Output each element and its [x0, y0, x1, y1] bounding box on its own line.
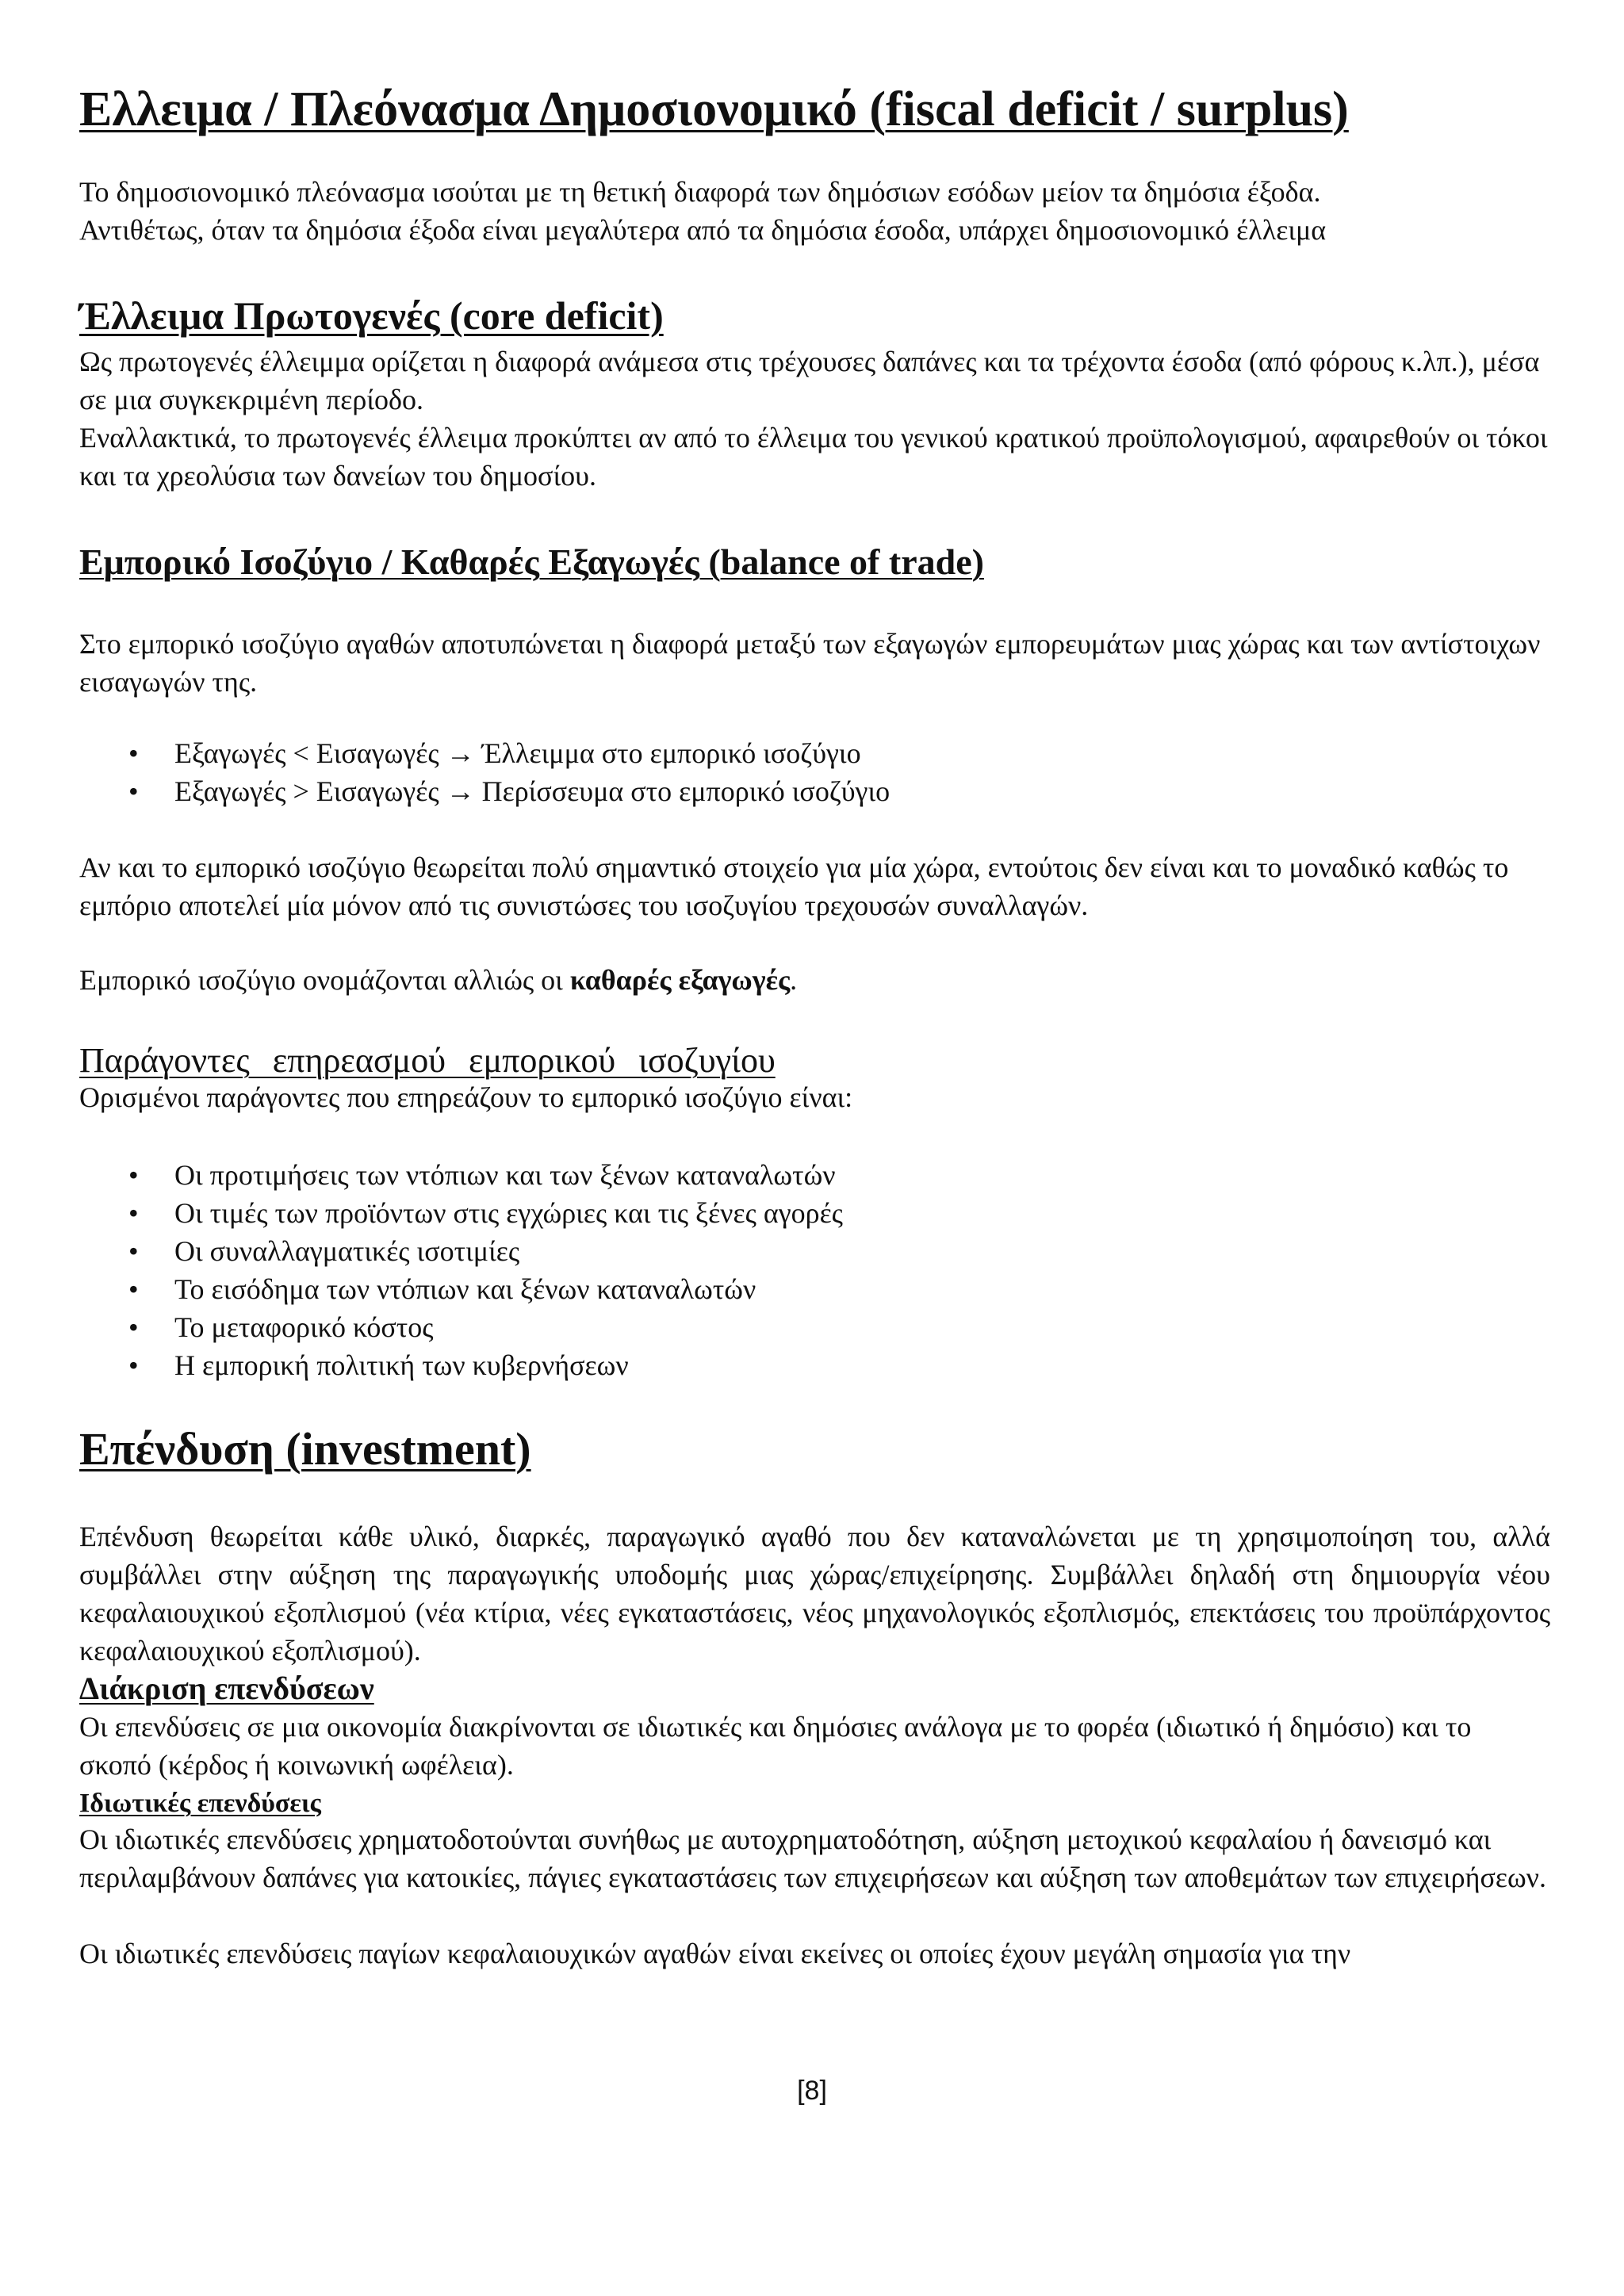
- paragraph-factors-intro: Ορισμένοι παράγοντες που επηρεάζουν το εμπορικό ισοζύγιο είναι:: [79, 1081, 853, 1113]
- paragraph-private-1: Οι ιδιωτικές επενδύσεις χρηματοδοτούνται συνήθως με αυτοχρηματοδότηση, αύξηση μετοχικού κεφαλαίου ή δανεισμό και περιλαμβάνουν δαπάνες για κατοικίες, πάγιες εγκαταστάσεις των επιχειρήσεων και αύξηση των αποθεμάτων των επιχειρήσεων.: [79, 1823, 1546, 1893]
- bold-term: καθαρές εξαγωγές: [569, 964, 791, 996]
- paragraph-trade-3: Εμπορικό ισοζύγιο ονομάζονται αλλιώς οι καθαρές εξαγωγές.: [79, 964, 798, 996]
- paragraph-core-2: Εναλλακτικά, το πρωτογενές έλλειμα προκύπτει αν από το έλλειμα του γενικού κρατικού προϋπολογισμού, αφαιρεθούν οι τόκοι και τα χρεολύσια των δανείων του δημοσίου.: [79, 422, 1548, 492]
- bullet-icon: •: [128, 1311, 139, 1343]
- bullet-icon: •: [128, 1197, 139, 1229]
- paragraph-private-2: Οι ιδιωτικές επενδύσεις παγίων κεφαλαιουχικών αγαθών είναι εκείνες οι οποίες έχουν μεγάλη σημασία για την: [79, 1938, 1351, 1969]
- bullet-icon: •: [128, 1349, 139, 1381]
- bullet-icon: •: [128, 1235, 139, 1267]
- trade-bullet-list: [79, 734, 1550, 810]
- factors-bullet-list: [79, 1156, 1550, 1384]
- paragraph-fiscal-1: Το δημοσιονομικό πλεόνασμα ισούται με τη θετική διαφορά των δημόσιων εσόδων μείον τα δημόσια έξοδα.: [79, 176, 1321, 208]
- paragraph-trade-2: Αν και το εμπορικό ισοζύγιο θεωρείται πολύ σημαντικό στοιχείο για μία χώρα, εντούτοις δεν είναι και το μοναδικό καθώς το εμπόριο αποτελεί μία μόνον από τις συνιστώσες του ισοζυγίου τρεχουσών συναλλαγών.: [79, 851, 1509, 921]
- bullet-icon: •: [128, 1159, 139, 1191]
- bullet-icon: •: [128, 1273, 139, 1305]
- paragraph-distinction: Οι επενδύσεις σε μια οικονομία διακρίνονται σε ιδιωτικές και δημόσιες ανάλογα με το φορέα (ιδιωτικό ή δημόσιο) και το σκοπό (κέρδος ή κοινωνική ωφέλεια).: [79, 1711, 1472, 1781]
- page-number: [8]: [797, 2076, 827, 2106]
- list-item: • Οι τιμές των προϊόντων στις εγχώριες και τις ξένες αγορές: [79, 1194, 1550, 1232]
- list-item: • Το εισόδημα των ντόπιων και ξένων καταναλωτών: [79, 1270, 1550, 1308]
- paragraph-trade-1: Στο εμπορικό ισοζύγιο αγαθών αποτυπώνεται η διαφορά μεταξύ των εξαγωγών εμπορευμάτων μιας χώρας και των αντίστοιχων εισαγωγών της.: [79, 628, 1541, 698]
- list-item: • Οι συναλλαγματικές ισοτιμίες: [79, 1232, 1550, 1270]
- paragraph-investment: Επένδυση θεωρείται κάθε υλικό, διαρκές, παραγωγικό αγαθό που δεν καταναλώνεται με τη χρησιμοποίηση του, αλλά συμβάλλει στην αύξηση της παραγωγικής υποδομής μιας χώρας/επιχείρησης. Συμβάλλει δηλαδή στη δημιουργία νέου κεφαλαιουχικού εξοπλισμού (νέα κτίρια, νέες εγκαταστάσεις, νέος μηχανολογικός εξοπλισμός, επεκτάσεις του προϋπάρχοντος κεφαλαιουχικού εξοπλισμού).: [79, 1521, 1550, 1667]
- list-item: • Το μεταφορικό κόστος: [79, 1308, 1550, 1346]
- heading-investment-distinction: Διάκριση επενδύσεων: [79, 1670, 374, 1706]
- heading-trade-factors: Παράγοντες επηρεασμού εμπορικού ισοζυγίου: [79, 1041, 776, 1080]
- bullet-icon: •: [128, 775, 139, 807]
- heading-private-investment: Ιδιωτικές επενδύσεις: [79, 1789, 321, 1818]
- list-item: • Οι προτιμήσεις των ντόπιων και των ξένων καταναλωτών: [79, 1156, 1550, 1194]
- heading-investment: Επένδυση (investment): [79, 1423, 531, 1475]
- paragraph-core-1: Ως πρωτογενές έλλειμμα ορίζεται η διαφορά ανάμεσα στις τρέχουσες δαπάνες και τα τρέχοντα έσοδα (από φόρους κ.λπ.), μέσα σε μια συγκεκριμένη περίοδο.: [79, 346, 1540, 415]
- bullet-icon: •: [128, 737, 139, 769]
- list-item: • Η εμπορική πολιτική των κυβερνήσεων: [79, 1346, 1550, 1384]
- paragraph-fiscal-2: Αντιθέτως, όταν τα δημόσια έξοδα είναι μεγαλύτερα από τα δημόσια έσοδα, υπάρχει δημοσιονομικό έλλειμα: [79, 214, 1327, 246]
- heading-fiscal: Ελλειμα / Πλεόνασμα Δημοσιονομικό (fiscal deficit / surplus): [79, 82, 1349, 136]
- heading-core-deficit: Έλλειμα Πρωτογενές (core deficit): [79, 293, 664, 338]
- heading-trade-balance: Εμπορικό Ισοζύγιο / Καθαρές Εξαγωγές (balance of trade): [79, 541, 984, 582]
- list-item: • Εξαγωγές > Εισαγωγές → Περίσσευμα στο εμπορικό ισοζύγιο: [79, 772, 1550, 810]
- list-item: • Εξαγωγές < Εισαγωγές → Έλλειμμα στο εμπορικό ισοζύγιο: [79, 734, 1550, 772]
